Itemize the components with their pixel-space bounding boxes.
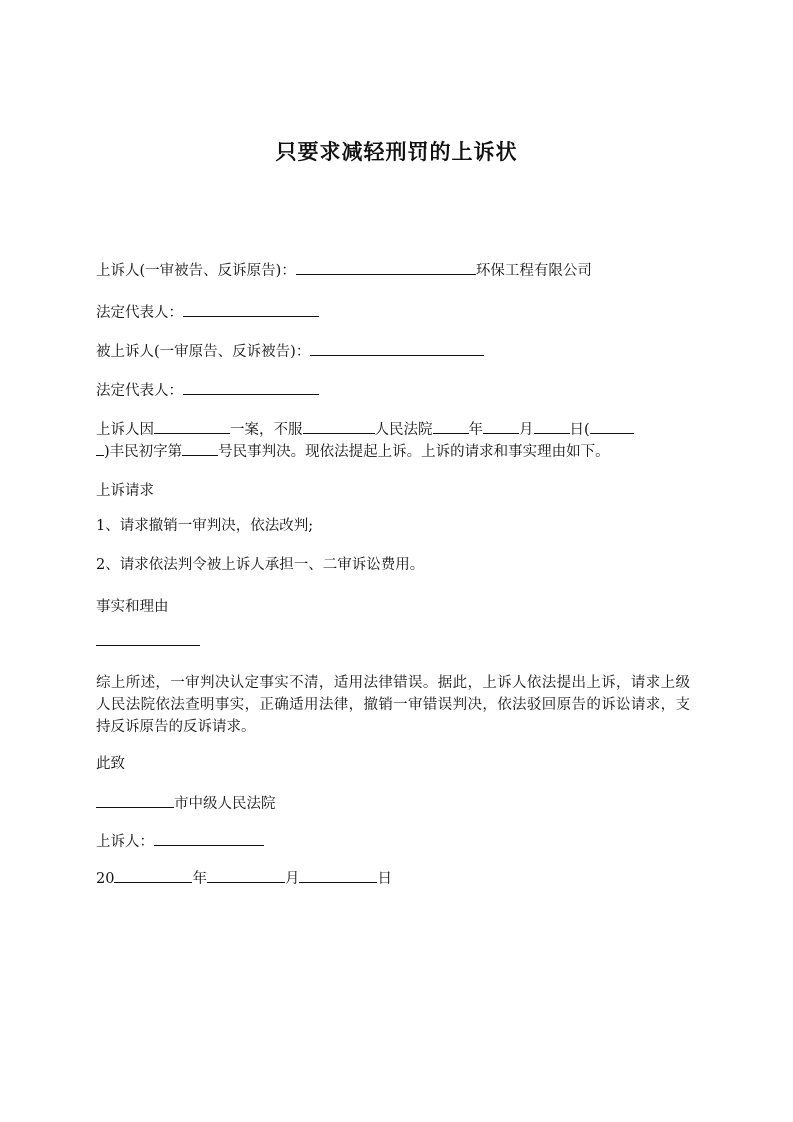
reason-text-2: 一案，不服 [230,422,303,438]
appellant-line [96,259,696,282]
document-title: 只要求减轻刑罚的上诉状 [275,140,518,164]
appellant-suffix: 环保工程有限公司 [475,263,592,279]
judgment-year-blank[interactable] [433,418,469,434]
appellant-rep-blank[interactable] [183,301,319,317]
reason-text-8: 号民事判决。现依法提起上诉。上诉的请求和事实理由如下。 [218,444,610,460]
date-year-label: 年 [192,871,207,887]
date-year-blank[interactable] [114,867,192,883]
case-number-blank[interactable] [182,440,218,456]
appellee-rep-label: 法定代表人： [96,383,183,399]
appellant-label: 上诉人(一审被告、反诉原告)： [96,263,296,279]
appellant-name-blank[interactable] [296,259,476,275]
appellant-rep-label: 法定代表人： [96,305,183,321]
date-day-blank[interactable] [299,867,377,883]
request-item-2: 2、请求依法判令被上诉人承担一、二审诉讼费用。 [96,557,425,573]
court-city-blank[interactable] [96,792,174,808]
reason-day-label: 日( [569,422,590,438]
signer-line [96,830,696,853]
request-item-1: 1、请求撤销一审判决，依法改判; [96,518,314,534]
reason-year-label: 年 [468,422,483,438]
reason-month-label: 月 [519,422,534,438]
reason-line-1 [96,418,696,441]
conclusion-paragraph: 综上所述，一审判决认定事实不清，适用法律错误。据此，上诉人依法提出上诉，请求上级人民法院依法查明事实，正确适用法律，撤销一审错误判决，依法驳回原告的诉讼请求，支持反诉原告的反诉请求。 [96,675,690,735]
court-blank[interactable] [303,418,375,434]
case-year-blank[interactable] [590,418,634,434]
reason-text-3: 人民法院 [374,422,433,438]
appellee-line [96,340,696,363]
appellee-rep-blank[interactable] [183,379,319,395]
court-line [96,792,696,815]
date-month-blank[interactable] [207,867,285,883]
case-year-blank-cont[interactable] [96,440,104,456]
court-suffix: 市中级人民法院 [174,796,276,812]
reason-line-2 [96,440,696,463]
reason-text-1: 上诉人因 [96,422,154,438]
case-type-blank[interactable] [154,418,230,434]
salutation: 此致 [96,756,125,772]
facts-heading: 事实和理由 [96,599,169,615]
judgment-day-blank[interactable] [534,418,570,434]
date-prefix: 20 [96,871,115,887]
reason-text-7: )丰民初字第 [104,444,183,460]
facts-blank[interactable] [96,630,200,646]
date-line [96,867,696,890]
facts-blank-line [96,630,696,653]
date-month-label: 月 [284,871,300,887]
signer-label: 上诉人： [96,834,154,850]
signer-blank[interactable] [154,830,264,846]
judgment-month-blank[interactable] [483,418,519,434]
appellee-name-blank[interactable] [310,340,484,356]
appellee-rep-line [96,379,696,402]
appellee-label: 被上诉人(一审原告、反诉被告)： [96,344,311,360]
requests-heading: 上诉请求 [96,483,154,499]
date-day-label: 日 [377,871,392,887]
appellant-rep-line [96,301,696,324]
